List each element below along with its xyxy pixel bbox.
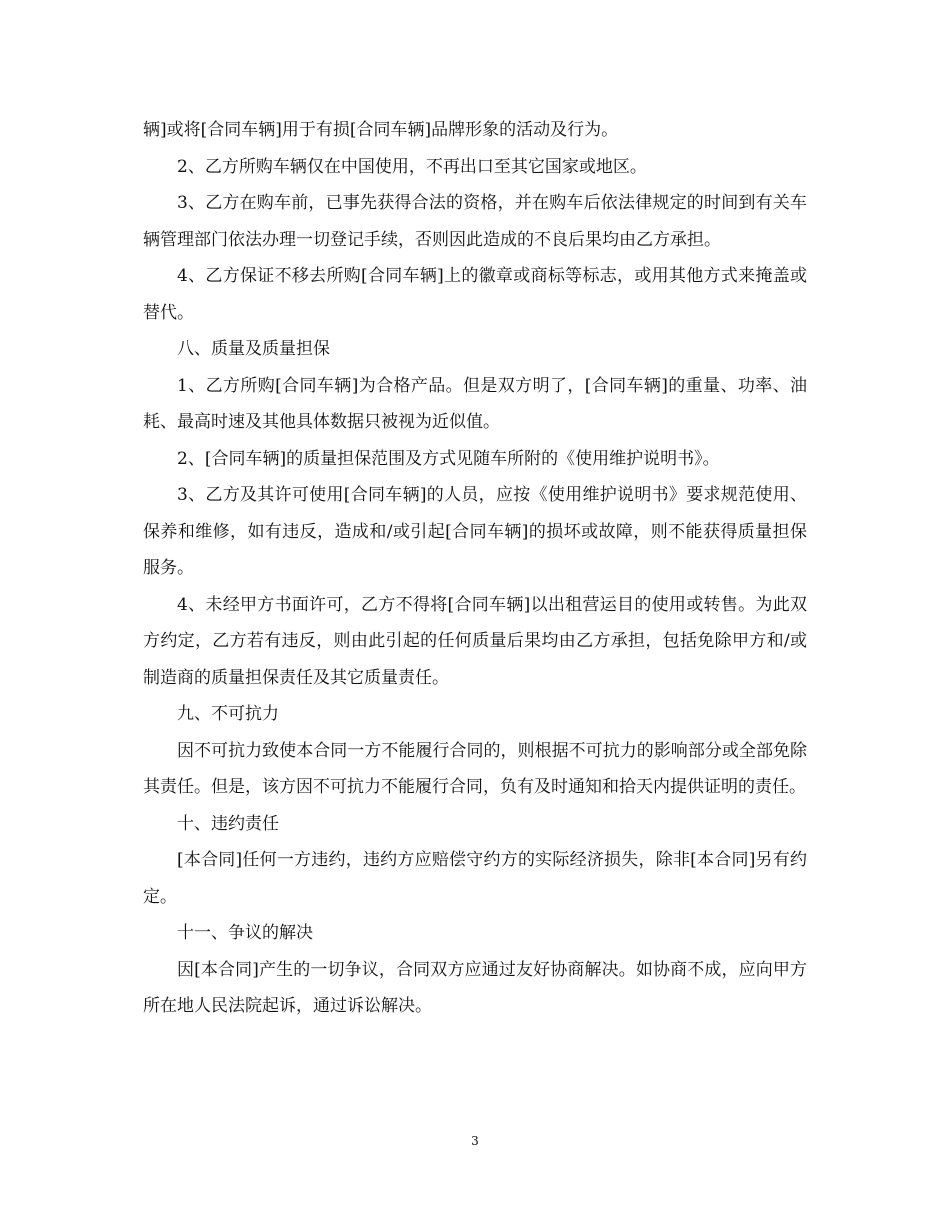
paragraph-11: 因不可抗力致使本合同一方不能履行合同的，则根据不可抗力的影响部分或全部免除其责任。但是，该方因不可抗力不能履行合同，负有及时通知和拾天内提供证明的责任。 [143, 740, 807, 797]
paragraph-3: 3、乙方在购车前，已事先获得合法的资格，并在购车后依法律规定的时间到有关车辆管理部门依法办理一切登记手续，否则因此造成的不良后果均由乙方承担。 [143, 193, 807, 250]
paragraph-15: 因[本合同]产生的一切争议，合同双方应通过友好协商解决。如协商不成，应向甲方所在地人民法院起诉，通过诉讼解决。 [143, 959, 807, 1016]
paragraph-13: [本合同]任何一方违约，违约方应赔偿守约方的实际经济损失，除非[本合同]另有约定。 [143, 850, 807, 907]
paragraph-4: 4、乙方保证不移去所购[合同车辆]上的徽章或商标等标志，或用其他方式来掩盖或替代。 [143, 266, 807, 323]
paragraph-7: 2、[合同车辆]的质量担保范围及方式见随车所附的《使用维护说明书》。 [177, 448, 720, 469]
paragraph-6: 1、乙方所购[合同车辆]为合格产品。但是双方明了，[合同车辆]的重量、功率、油耗、最高时速及其他具体数据只被视为近似值。 [143, 375, 807, 432]
page-number: 3 [471, 1134, 479, 1148]
section-heading-dispute: 十一、争议的解决 [177, 923, 313, 943]
contract-body [143, 112, 807, 1025]
section-heading-force-majeure: 九、不可抗力 [177, 704, 279, 724]
paragraph-1: 辆]或将[合同车辆]用于有损[合同车辆]品牌形象的活动及行为。 [143, 120, 619, 140]
paragraph-9: 4、未经甲方书面许可，乙方不得将[合同车辆]以出租营运目的使用或转售。为此双方约定，乙方若有违反，则由此引起的任何质量后果均由乙方承担，包括免除甲方和/或制造商的质量担保责任及其它质量责任。 [143, 594, 807, 688]
paragraph-2: 2、乙方所购车辆仅在中国使用，不再出口至其它国家或地区。 [177, 156, 647, 177]
section-heading-liability: 十、违约责任 [177, 813, 279, 834]
paragraph-8: 3、乙方及其许可使用[合同车辆]的人员，应按《使用维护说明书》要求规范使用、保养和维修，如有违反，造成和/或引起[合同车辆]的损坏或故障，则不能获得质量担保服务。 [143, 485, 807, 578]
section-heading-quality: 八、质量及质量担保 [177, 339, 330, 359]
